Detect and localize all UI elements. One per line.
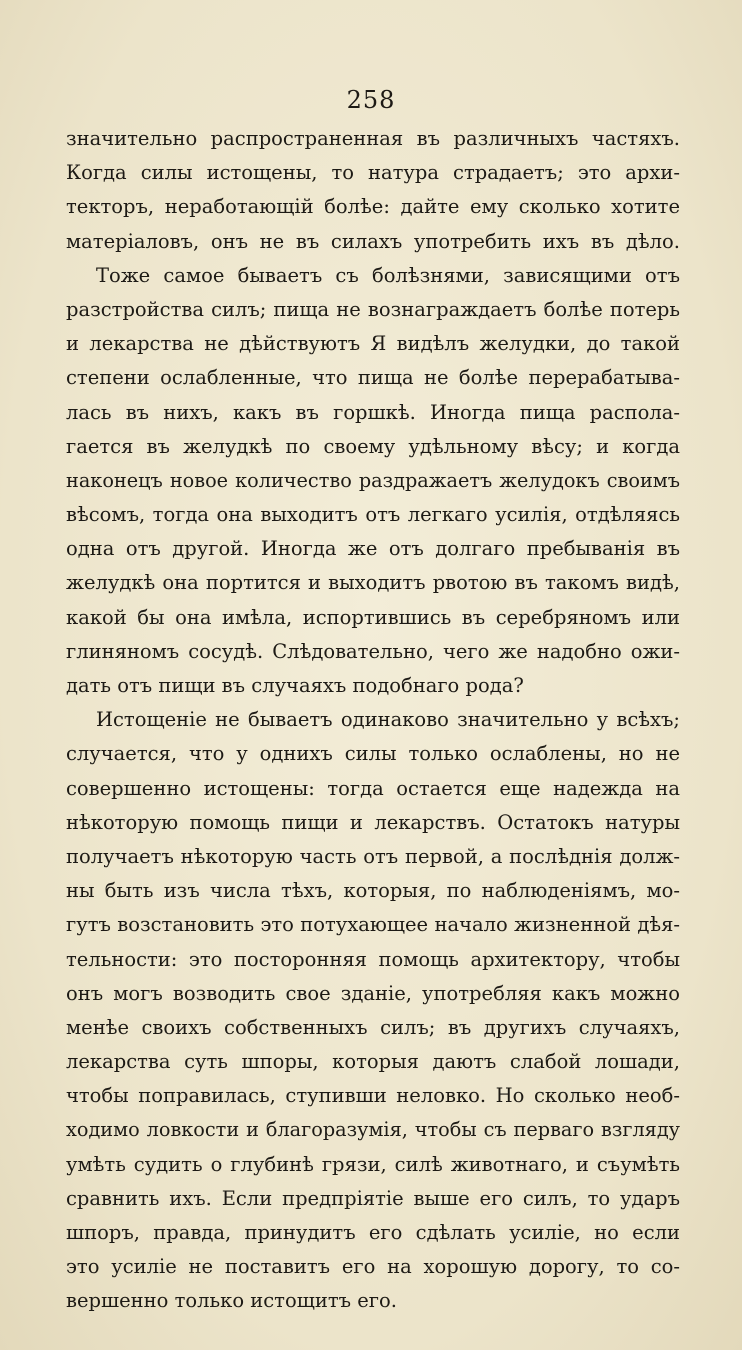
text-line: это усиліе не поставитъ его на хорошую дорогу, то со- bbox=[66, 1255, 680, 1279]
text-line: Когда силы истощены, то натура страдаетъ; это архи- bbox=[66, 161, 680, 185]
text-line: глиняномъ сосудѣ. Слѣдовательно, чего же надобно ожи- bbox=[66, 639, 680, 663]
text-line: и лекарства не дѣйствуютъ Я видѣлъ желудки, до такой bbox=[66, 332, 680, 356]
text-line: случается, что у однихъ силы только ослаблены, но не bbox=[66, 742, 680, 766]
text-line: чтобы поправилась, ступивши неловко. Но сколько необ- bbox=[66, 1084, 680, 1108]
text-line: дать отъ пищи въ случаяхъ подобнаго рода? bbox=[66, 674, 524, 697]
body-text bbox=[66, 122, 680, 1319]
text-line: менѣе своихъ собственныхъ силъ; въ другихъ случаяхъ, bbox=[66, 1015, 680, 1039]
text-line: Тоже самое бываетъ съ болѣзнями, зависящими отъ bbox=[96, 263, 680, 287]
page-number: 258 bbox=[346, 86, 396, 114]
text-line: получаетъ нѣкоторую часть отъ первой, а послѣднія долж- bbox=[66, 844, 680, 868]
text-line: умѣть судить о глубинѣ грязи, силѣ животнаго, и съумѣть bbox=[66, 1152, 680, 1176]
text-line: Истощеніе не бываетъ одинаково значительно у всѣхъ; bbox=[96, 708, 680, 732]
text-line: лекарства суть шпоры, которыя даютъ слабой лошади, bbox=[66, 1050, 680, 1074]
text-line: ны быть изъ числа тѣхъ, которыя, по наблюденіямъ, мо- bbox=[66, 879, 680, 903]
text-line: тельности: это посторонняя помощь архитектору, чтобы bbox=[66, 947, 680, 971]
text-line: желудкѣ она портится и выходитъ рвотою въ такомъ видѣ, bbox=[66, 571, 680, 595]
text-line: одна отъ другой. Иногда же отъ долгаго пребыванія въ bbox=[66, 537, 680, 561]
text-line: степени ослабленные, что пища не болѣе перерабатыва- bbox=[66, 366, 680, 390]
text-line: вѣсомъ, тогда она выходитъ отъ легкаго усилія, отдѣляясь bbox=[66, 503, 680, 527]
text-line: значительно распространенная въ различныхъ частяхъ. bbox=[66, 127, 680, 150]
text-line: гается въ желудкѣ по своему удѣльному вѣсу; и когда bbox=[66, 434, 680, 458]
text-line: совершенно истощены: тогда остается еще надежда на bbox=[66, 776, 680, 800]
text-line: вершенно только истощитъ его. bbox=[66, 1289, 397, 1313]
text-line: сравнить ихъ. Если предпріятіе выше его силъ, то ударъ bbox=[66, 1186, 680, 1210]
text-line: шпоръ, правда, принудитъ его сдѣлать усиліе, но если bbox=[66, 1221, 680, 1244]
text-line: какой бы она имѣла, испортившись въ серебряномъ или bbox=[66, 605, 680, 629]
text-line: онъ могъ возводить свое зданіе, употребляя какъ можно bbox=[66, 981, 680, 1005]
text-line: гутъ возстановить это потухающее начало жизненной дѣя- bbox=[66, 913, 680, 937]
text-line: нѣкоторую помощь пищи и лекарствъ. Остатокъ натуры bbox=[66, 810, 680, 834]
text-line: матеріаловъ, онъ не въ силахъ употребить ихъ въ дѣло. bbox=[66, 229, 680, 253]
text-line: наконецъ новое количество раздражаетъ желудокъ своимъ bbox=[66, 468, 680, 492]
text-line: ходимо ловкости и благоразумія, чтобы съ перваго взгляду bbox=[66, 1118, 680, 1142]
text-line: текторъ, неработающій болѣе: дайте ему сколько хотите bbox=[66, 195, 680, 219]
text-line: лась въ нихъ, какъ въ горшкѣ. Иногда пища распола- bbox=[66, 400, 680, 424]
text-line: разстройства силъ; пища не вознаграждаетъ болѣе потерь bbox=[66, 297, 680, 321]
